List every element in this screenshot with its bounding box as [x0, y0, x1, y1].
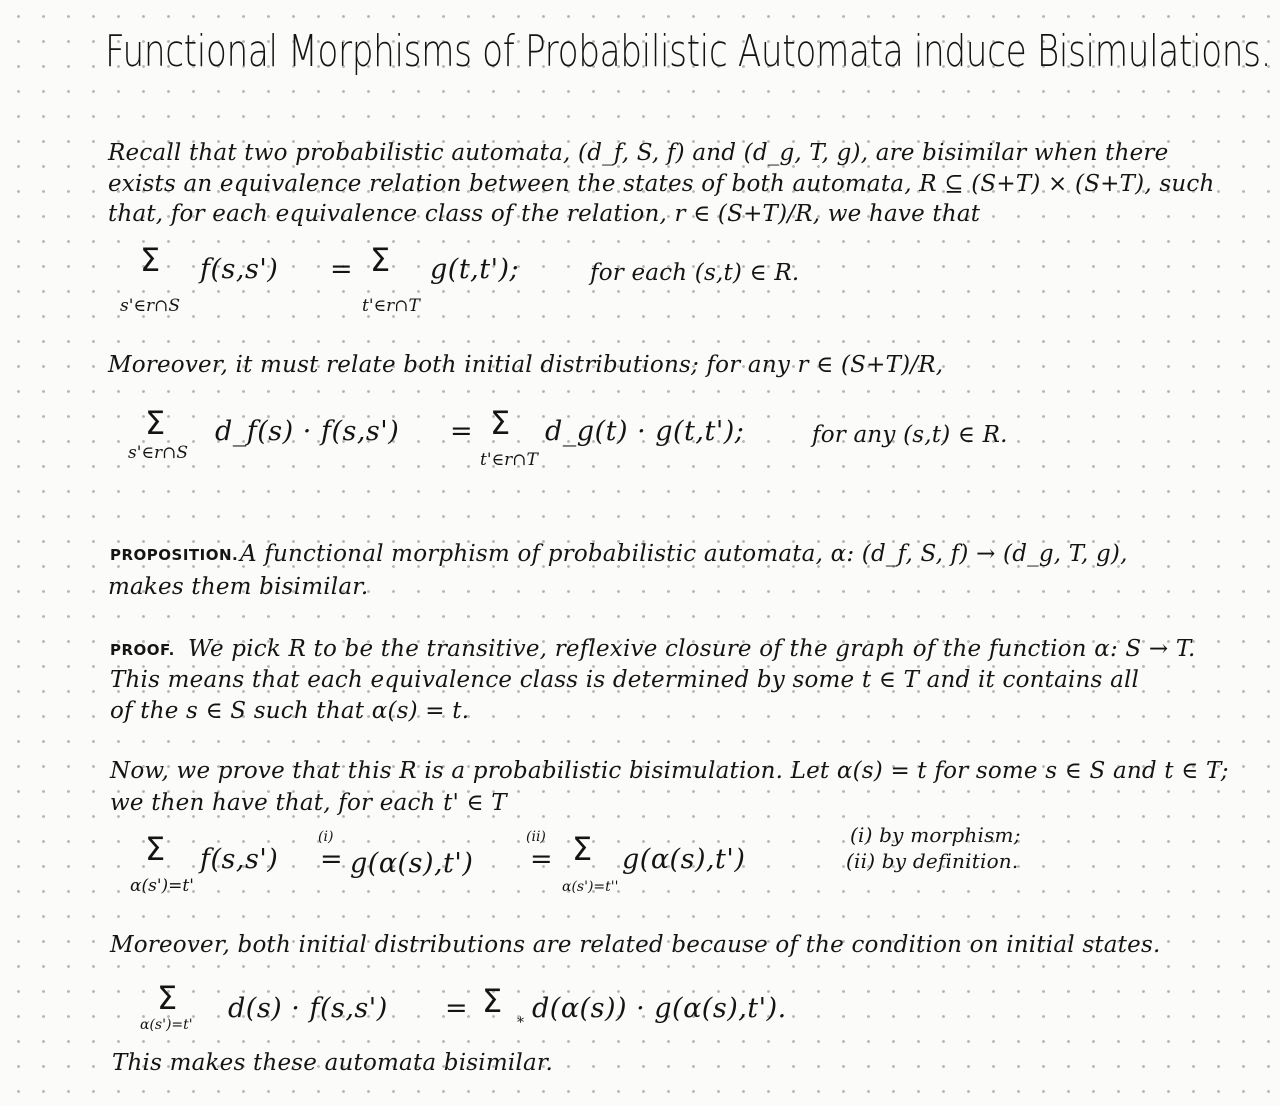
- eq2-subscript-left: s'∈r∩S: [128, 443, 188, 463]
- eq3-label-i: (i): [318, 829, 334, 845]
- eq2-rhs: d_g(t) · g(t,t');: [545, 416, 745, 447]
- proof-line-3: of the s ∈ S such that α(s) = t.: [110, 698, 470, 724]
- proposition-label: PROPOSITION.: [110, 546, 239, 564]
- proposition-line-1: A functional morphism of probabilistic automata, α: (d_f, S, f) → (d_g, T, g),: [240, 541, 1128, 567]
- now-line-1: Now, we prove that this R is a probabilistic bisimulation. Let α(s) = t for some s ∈ S and t ∈ T;: [110, 758, 1229, 784]
- eq3-mid: g(α(s),t'): [350, 848, 474, 879]
- eq1-subscript-left: s'∈r∩S: [120, 296, 180, 316]
- eq2-equals: =: [450, 416, 474, 447]
- eq3-subscript-left: α(s')=t': [130, 876, 194, 896]
- eq3-lhs: f(s,s'): [200, 844, 279, 875]
- eq1-equals: =: [330, 254, 354, 285]
- eq2-lhs: d_f(s) · f(s,s'): [215, 416, 400, 447]
- proof-line-2: This means that each equivalence class is determined by some t ∈ T and it contains all: [110, 667, 1140, 693]
- sum-symbol: Σ: [145, 830, 166, 868]
- page-title: Functional Morphisms of Probabilistic Automata induce Bisimulations.: [105, 26, 1272, 77]
- sum-symbol: Σ: [140, 241, 161, 279]
- sum-symbol: Σ: [157, 979, 178, 1017]
- sum-symbol: Σ: [145, 404, 166, 442]
- eq4-subscript-right: *: [517, 1015, 524, 1031]
- now-line-2: we then have that, for each t' ∈ T: [110, 790, 507, 816]
- eq3-rhs: g(α(s),t'): [622, 844, 746, 875]
- eq1-tail: for each (s,t) ∈ R.: [590, 260, 800, 286]
- eq3-note-i: (i) by morphism;: [850, 823, 1021, 847]
- eq4-rhs: d(α(s)) · g(α(s),t').: [532, 993, 787, 1024]
- eq4-subscript-left: α(s')=t': [140, 1017, 193, 1033]
- intro-line-2: exists an equivalence relation between the states of both automata, R ⊆ (S+T) × (S+T), such: [108, 171, 1215, 197]
- proof-line-1: We pick R to be the transitive, reflexive closure of the graph of the function α: S → T.: [188, 636, 1196, 662]
- moreover-2: Moreover, both initial distributions are related because of the condition on initial states.: [110, 932, 1161, 958]
- sum-symbol: Σ: [482, 982, 503, 1020]
- eq2-tail: for any (s,t) ∈ R.: [812, 422, 1008, 448]
- sum-symbol: Σ: [572, 830, 593, 868]
- proposition-line-2: makes them bisimilar.: [108, 574, 369, 600]
- eq2-subscript-right: t'∈r∩T: [480, 450, 538, 470]
- eq1-rhs: g(t,t');: [430, 254, 520, 285]
- intro-line-3: that, for each equivalence class of the relation, r ∈ (S+T)/R, we have that: [108, 201, 981, 227]
- eq4-equals: =: [445, 993, 469, 1024]
- eq3-note-ii: (ii) by definition.: [846, 849, 1019, 873]
- intro-line-1: Recall that two probabilistic automata, (d_f, S, f) and (d_g, T, g), are bisimilar when there: [108, 140, 1169, 166]
- sum-symbol: Σ: [490, 404, 511, 442]
- eq1-subscript-right: t'∈r∩T: [362, 296, 420, 316]
- eq4-lhs: d(s) · f(s,s'): [228, 993, 388, 1024]
- eq3-subscript-right: α(s')=t'': [562, 879, 619, 895]
- eq3-equals-2: =: [530, 844, 554, 875]
- eq3-equals-1: =: [320, 844, 344, 875]
- proof-label: PROOF.: [110, 641, 175, 659]
- eq1-lhs: f(s,s'): [200, 254, 279, 285]
- sum-symbol: Σ: [370, 241, 391, 279]
- eq3-label-ii: (ii): [526, 829, 546, 845]
- conclusion: This makes these automata bisimilar.: [112, 1050, 554, 1076]
- moreover-1: Moreover, it must relate both initial distributions; for any r ∈ (S+T)/R,: [108, 352, 944, 378]
